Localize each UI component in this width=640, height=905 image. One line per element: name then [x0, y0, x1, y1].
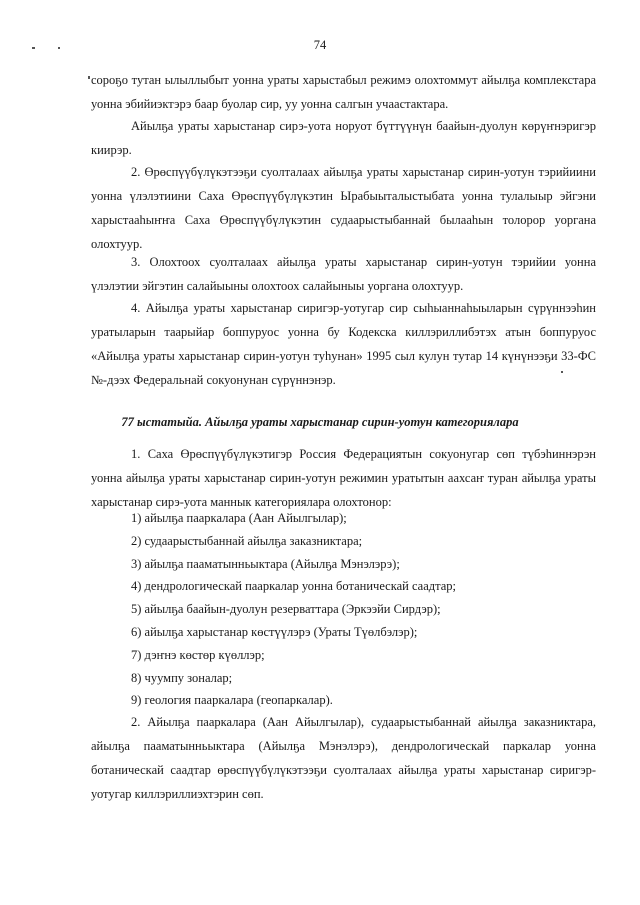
- list-item: 5) айылҕа баайын-дуолун резерваттара (Эркээйи Сирдэр);: [131, 602, 441, 617]
- page-number: 74: [313, 38, 327, 52]
- article-closing: 2. Айылҕа пааркалара (Аан Айылгылар), судаарыстыбаннай айылҕа заказниктара, айылҕа пааматынньыктара (Айылҕа Мэнэлэрэ), дендрологическай паркалар уонна ботаническай саадтар өрөспүүбүлүкэтээҕи суолталаах айылҕа ураты харыстанар сиригэр-уотугар киллэриллиэхтэрин сөп.: [91, 715, 596, 801]
- paragraph: Айылҕа ураты харыстанар сирэ-уота норуот бүттүүнүн баайын-дуолун көрүҥнэригэр киирэр.: [91, 119, 596, 157]
- paragraph: 4. Айылҕа ураты харыстанар сиригэр-уотугар сир сыһыаннаһыыларын сүрүннээһин уратыларын таарыйар боппуруос уонна бу Кодекска киллэриллибэтэх атын боппуруос «Айылҕа ураты харыстанар сирин-уотун туһунан» 1995 сыл кулун тутар 14 күнүнээҕи 33-ФС №-дээх Федеральнай сокуонунан сүрүннэнэр.: [91, 301, 596, 387]
- article-intro: 1. Саха Өрөспүүбүлүкэтигэр Россия Федерациятын сокуонугар сөп түбэһиннэрэн уонна айылҕа ураты харыстанар сирин-уотун режимин уратытын аахсаҥ туран айылҕа ураты харыстанар сирэ-уота маннык категорияларa олохтонор:: [91, 447, 596, 509]
- list-item: 9) геология пааркалара (геопаркалар).: [131, 693, 333, 708]
- paragraph: 2. Өрөспүүбүлүкэтээҕи суолталаах айылҕа ураты харыстанар сирин-уотун тэрийиини уонна үлэлэтиини Саха Өрөспүүбүлүкэтин Ырабыыталыстыбата уонна тулалыыр эйгэни харыстааһыҥҥа Саха Өрөспүүбүлүкэтин судаарыстыбаннай былааһын толорор уоргана олохтуур.: [91, 165, 596, 251]
- list-item: 2) судаарыстыбаннай айылҕа заказниктара;: [131, 533, 363, 548]
- list-item: 8) чуумпу зоналар;: [131, 670, 233, 685]
- list-item: 6) айылҕа харыстанар көстүүлэрэ (Ураты Түөлбэлэр);: [131, 624, 418, 639]
- list-item: 7) дэҥнэ көстөр күөллэр;: [131, 647, 265, 662]
- list-item: 1) айылҕа пааркалара (Аан Айылгылар);: [131, 511, 347, 525]
- paragraph: 3. Олохтоох суолталаах айылҕа ураты харыстанар сирин-уотун тэрийии уонна үлэлэтии эйгэтин салайыыны олохтоох салайыныы уоргана олохтуур.: [91, 255, 596, 293]
- list-item: 3) айылҕа пааматынньыктара (Айылҕа Мэнэлэрэ);: [131, 556, 400, 571]
- scan-speck: [88, 76, 90, 79]
- list-item: 4) дендрологическай пааркалар уонна ботаническай саадтар;: [131, 579, 457, 594]
- category-list: [131, 507, 456, 712]
- article-heading: 77 ыстатыйа. Айылҕа ураты харыстанар сирин-уотун категориялара: [121, 415, 519, 429]
- paragraph-continuation: сороҕо тутан ылыллыбыт уонна ураты харыстабыл режимэ олохтоммут айылҕа комплекстара уонна эбийиэктэрэ баар буолар сир, уу уонна салгын учаастактара.: [91, 73, 596, 111]
